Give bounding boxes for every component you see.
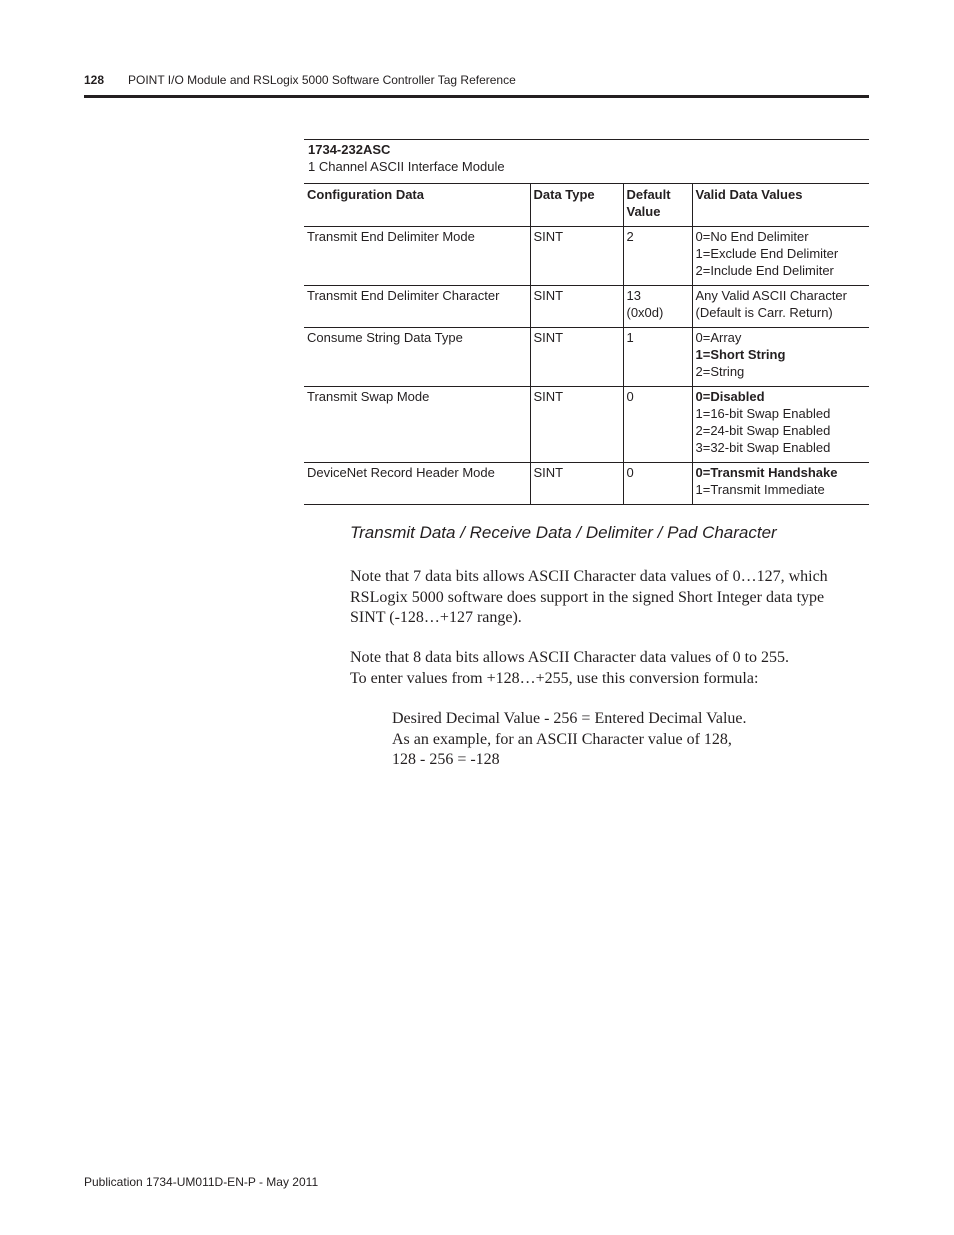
- config-table: [304, 183, 869, 505]
- paragraph-8-bit: [350, 648, 860, 689]
- cell-data-type: SINT: [530, 328, 623, 387]
- paragraph-line: Note that 8 data bits allows ASCII Character data values of 0 to 255.: [350, 649, 790, 666]
- module-code: 1734-232ASC: [308, 142, 391, 157]
- cell-default: [623, 286, 692, 328]
- table-header-row: [304, 184, 869, 227]
- valid-value: 0=Transmit Handshake: [695, 465, 838, 480]
- page-number: 128: [84, 73, 105, 87]
- valid-value: 2=Include End Delimiter: [695, 263, 834, 278]
- default-line: 13: [626, 288, 641, 303]
- valid-value: 0=Disabled: [695, 389, 765, 404]
- default-line: 2: [626, 229, 634, 244]
- valid-value: 2=24-bit Swap Enabled: [695, 423, 831, 438]
- config-table-block: [304, 139, 869, 505]
- cell-default: [623, 463, 692, 505]
- valid-value: 1=Exclude End Delimiter: [695, 246, 839, 261]
- formula-line: Desired Decimal Value - 256 = Entered Decimal Value.: [392, 710, 747, 727]
- table-row: [304, 463, 869, 505]
- formula-line: 128 - 256 = -128: [392, 751, 500, 768]
- formula-line: As an example, for an ASCII Character value of 128,: [392, 730, 732, 748]
- cell-default: [623, 328, 692, 387]
- cell-data-type: SINT: [530, 286, 623, 328]
- default-line: (0x0d): [626, 305, 664, 320]
- valid-value: 1=16-bit Swap Enabled: [695, 406, 831, 421]
- cell-valid-values: [692, 463, 869, 505]
- cell-default: [623, 227, 692, 286]
- table-title: [304, 140, 869, 183]
- default-line: 0: [626, 389, 634, 404]
- col-header-values: Valid Data Values: [692, 184, 869, 227]
- valid-value: 0=Array: [695, 330, 742, 345]
- conversion-formula: [392, 709, 902, 771]
- valid-value: (Default is Carr. Return): [695, 305, 833, 320]
- valid-value: 0=No End Delimiter: [695, 229, 809, 244]
- table-row: [304, 286, 869, 328]
- cell-valid-values: [692, 328, 869, 387]
- cell-valid-values: [692, 227, 869, 286]
- section-heading: Transmit Data / Receive Data / Delimiter / Pad Character: [350, 523, 777, 542]
- paragraph-line: RSLogix 5000 software does support in the signed Short Integer data type: [350, 588, 825, 606]
- default-line: 1: [626, 330, 634, 345]
- paragraph-line: To enter values from +128…+255, use this conversion formula:: [350, 669, 759, 687]
- cell-default: [623, 387, 692, 463]
- col-header-default: Default Value: [623, 184, 692, 227]
- default-line: 0: [626, 465, 634, 480]
- col-header-config: Configuration Data: [304, 184, 530, 227]
- publication-footer: Publication 1734-UM011D-EN-P - May 2011: [84, 1175, 319, 1189]
- paragraph-line: SINT (-128…+127 range).: [350, 609, 522, 626]
- cell-config: Transmit End Delimiter Character: [304, 286, 530, 328]
- valid-value: 3=32-bit Swap Enabled: [695, 440, 831, 455]
- cell-data-type: SINT: [530, 227, 623, 286]
- valid-value: 1=Short String: [695, 347, 786, 362]
- table-row: [304, 328, 869, 387]
- running-title: POINT I/O Module and RSLogix 5000 Software Controller Tag Reference: [128, 73, 516, 87]
- cell-data-type: SINT: [530, 463, 623, 505]
- col-header-type: Data Type: [530, 184, 623, 227]
- table-row: [304, 227, 869, 286]
- module-name: 1 Channel ASCII Interface Module: [308, 159, 505, 174]
- cell-config: DeviceNet Record Header Mode: [304, 463, 530, 505]
- table-row: [304, 387, 869, 463]
- cell-valid-values: [692, 286, 869, 328]
- cell-config: Transmit End Delimiter Mode: [304, 227, 530, 286]
- valid-value: 1=Transmit Immediate: [695, 482, 825, 497]
- cell-data-type: SINT: [530, 387, 623, 463]
- paragraph-7-bit: [350, 567, 860, 629]
- cell-config: Consume String Data Type: [304, 328, 530, 387]
- cell-config: Transmit Swap Mode: [304, 387, 530, 463]
- header-rule: [84, 95, 869, 98]
- valid-value: 2=String: [695, 364, 745, 379]
- valid-value: Any Valid ASCII Character: [695, 288, 847, 303]
- paragraph-line: Note that 7 data bits allows ASCII Character data values of 0…127, which: [350, 568, 828, 585]
- cell-valid-values: [692, 387, 869, 463]
